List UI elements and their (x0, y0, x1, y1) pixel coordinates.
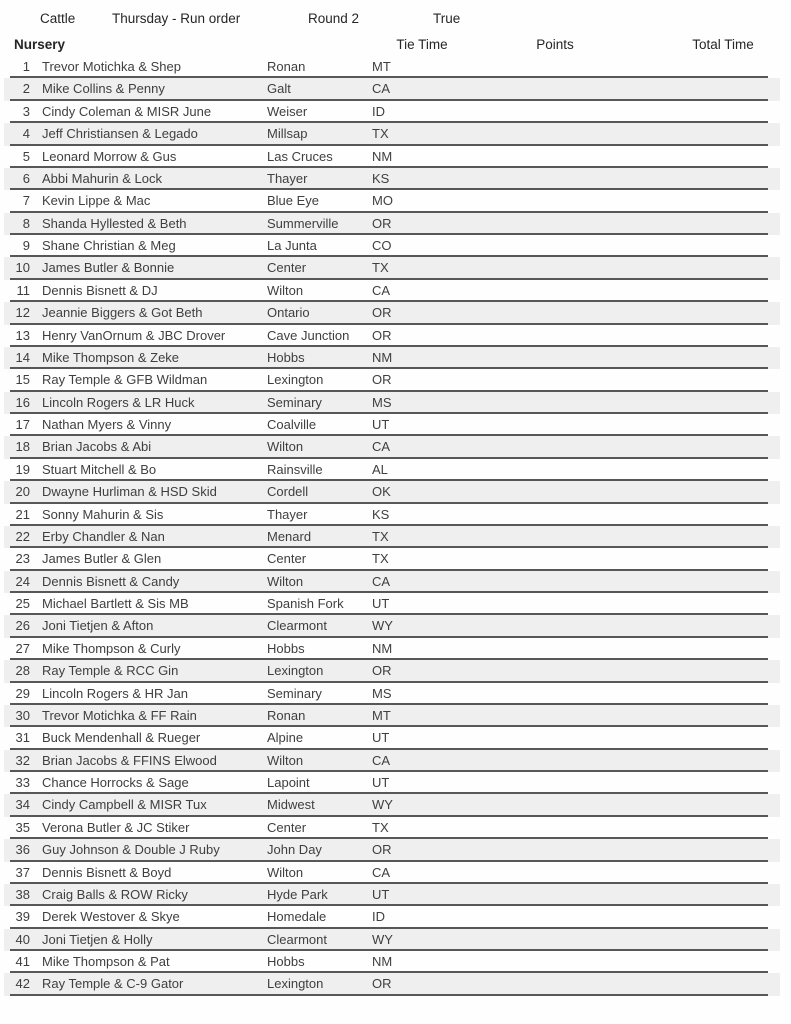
handler-and-dog-name: Mike Thompson & Curly (42, 640, 181, 656)
run-order-number: 21 (15, 506, 30, 522)
handler-and-dog-name: Brian Jacobs & Abi (42, 439, 152, 455)
table-row (4, 973, 780, 995)
table-row (4, 257, 780, 279)
table-row (4, 862, 780, 884)
handler-and-dog-name: Mike Thompson & Pat (42, 954, 170, 969)
run-order-number: 23 (15, 551, 30, 567)
handler-and-dog-name: Craig Balls & ROW Ricky (42, 886, 188, 902)
run-order-number: 10 (15, 260, 30, 276)
run-order-number: 24 (15, 573, 30, 589)
city-cell: Ontario (267, 305, 310, 321)
table-row (4, 683, 780, 705)
state-cell: AL (372, 461, 388, 477)
city-cell: Center (267, 260, 307, 276)
city-cell: Center (267, 551, 307, 567)
city-cell: Wilton (267, 573, 304, 589)
run-order-number: 8 (22, 215, 30, 231)
state-cell: OR (372, 976, 392, 992)
state-cell: TX (372, 260, 389, 276)
table-row (4, 772, 780, 794)
state-cell: ID (372, 909, 385, 925)
state-cell: TX (372, 126, 389, 142)
run-order-number: 9 (22, 238, 30, 253)
handler-and-dog-name: Abbi Mahurin & Lock (42, 170, 162, 186)
run-order-number: 30 (15, 707, 30, 723)
city-cell: Cave Junction (267, 327, 350, 343)
state-cell: UT (372, 775, 390, 790)
column-header-points: Points (536, 37, 574, 52)
city-cell: Ronan (267, 59, 306, 74)
run-order-number: 31 (15, 730, 30, 746)
class-name-heading: Nursery (14, 37, 66, 52)
table-row (4, 615, 780, 637)
city-cell: Midwest (267, 797, 315, 813)
handler-and-dog-name: Chance Horrocks & Sage (42, 775, 189, 790)
state-cell: OR (372, 372, 392, 388)
run-order-number: 16 (15, 394, 30, 410)
run-order-number: 32 (15, 752, 30, 768)
handler-and-dog-name: Guy Johnson & Double J Ruby (42, 842, 220, 858)
handler-and-dog-name: Mike Collins & Penny (42, 81, 165, 97)
run-order-number: 39 (15, 909, 30, 925)
table-row (4, 101, 780, 123)
table-row (4, 929, 780, 951)
column-header-tie-time: Tie Time (396, 37, 448, 52)
handler-and-dog-name: Trevor Motichka & FF Rain (42, 707, 197, 723)
flag-value: True (433, 11, 461, 26)
table-row (4, 705, 780, 727)
run-order-number: 5 (22, 148, 30, 164)
run-order-number: 28 (15, 663, 30, 679)
run-order-number: 42 (15, 976, 30, 992)
column-header-total-time: Total Time (692, 37, 754, 52)
table-row (4, 593, 780, 615)
handler-and-dog-name: Brian Jacobs & FFINS Elwood (42, 752, 217, 768)
city-cell: Weiser (267, 103, 308, 119)
city-cell: Wilton (267, 439, 304, 455)
handler-and-dog-name: Leonard Morrow & Gus (42, 148, 177, 164)
handler-and-dog-name: Cindy Campbell & MISR Tux (42, 797, 207, 813)
city-cell: Wilton (267, 752, 304, 768)
run-order-number: 15 (15, 372, 30, 388)
handler-and-dog-name: Joni Tietjen & Holly (42, 931, 153, 947)
city-cell: Alpine (267, 730, 304, 746)
table-row (4, 839, 780, 861)
run-order-number: 12 (15, 305, 30, 321)
run-order-number: 11 (16, 282, 30, 298)
round-label: Round 2 (308, 11, 360, 26)
run-order-number: 37 (15, 864, 30, 880)
run-order-number: 6 (22, 170, 30, 186)
state-cell: KS (372, 506, 390, 522)
city-cell: Center (267, 819, 307, 835)
run-order-number: 17 (15, 417, 30, 432)
run-order-number: 25 (15, 596, 30, 611)
sheet-title: Thursday - Run order (112, 11, 241, 26)
state-cell: NM (372, 349, 393, 365)
table-row (4, 235, 780, 257)
handler-and-dog-name: James Butler & Glen (42, 551, 162, 567)
city-cell: Millsap (267, 126, 308, 142)
table-row (4, 325, 780, 347)
handler-and-dog-name: Cindy Coleman & MISR June (42, 103, 212, 119)
state-cell: MO (372, 193, 393, 209)
state-cell: TX (372, 819, 389, 835)
state-cell: TX (372, 551, 389, 567)
city-cell: Lexington (267, 372, 324, 388)
city-cell: Seminary (267, 394, 322, 410)
run-order-number: 27 (15, 640, 30, 656)
state-cell: CA (372, 573, 391, 589)
run-order-number: 2 (22, 81, 30, 97)
table-row (4, 280, 780, 302)
handler-and-dog-name: Dennis Bisnett & Candy (42, 573, 180, 589)
state-cell: CA (372, 864, 391, 880)
state-cell: OR (372, 663, 392, 679)
city-cell: Wilton (267, 864, 304, 880)
table-row (4, 123, 780, 145)
city-cell: Lexington (267, 976, 324, 992)
run-order-number: 7 (22, 193, 30, 209)
table-row (4, 414, 780, 436)
handler-and-dog-name: Shanda Hyllested & Beth (42, 215, 187, 231)
state-cell: OR (372, 215, 392, 231)
city-cell: Thayer (267, 506, 308, 522)
city-cell: La Junta (267, 238, 317, 253)
state-cell: OR (372, 305, 392, 321)
state-cell: MS (372, 394, 392, 410)
table-row (4, 951, 780, 973)
city-cell: Wilton (267, 282, 304, 298)
state-cell: UT (372, 417, 390, 432)
handler-and-dog-name: Ray Temple & C-9 Gator (42, 976, 184, 992)
state-cell: UT (372, 886, 390, 902)
handler-and-dog-name: Stuart Mitchell & Bo (42, 461, 157, 477)
table-row (4, 794, 780, 816)
city-cell: Clearmont (267, 931, 327, 947)
table-row (4, 750, 780, 772)
table-row (4, 78, 780, 100)
run-order-number: 1 (22, 59, 30, 74)
handler-and-dog-name: Jeannie Biggers & Got Beth (42, 305, 203, 321)
state-cell: CA (372, 282, 391, 298)
city-cell: Galt (267, 81, 291, 97)
city-cell: Spanish Fork (267, 596, 344, 611)
run-order-number: 38 (15, 886, 30, 902)
run-order-table (4, 56, 780, 996)
run-order-number: 35 (15, 819, 30, 835)
table-row (4, 302, 780, 324)
city-cell: Hobbs (267, 349, 305, 365)
table-row (4, 548, 780, 570)
run-order-number: 36 (15, 842, 30, 858)
handler-and-dog-name: Joni Tietjen & Afton (42, 618, 154, 634)
state-cell: OK (372, 484, 391, 500)
handler-and-dog-name: James Butler & Bonnie (42, 260, 175, 276)
run-order-number: 20 (15, 484, 30, 500)
city-cell: Lapoint (267, 775, 310, 790)
table-row (4, 146, 780, 168)
run-order-number: 18 (15, 439, 30, 455)
city-cell: Cordell (267, 484, 309, 500)
city-cell: Coalville (267, 417, 317, 432)
run-order-number: 3 (22, 103, 30, 119)
city-cell: Thayer (267, 170, 308, 186)
city-cell: Hobbs (267, 954, 305, 969)
handler-and-dog-name: Dwayne Hurliman & HSD Skid (42, 484, 217, 500)
city-cell: Lexington (267, 663, 324, 679)
state-cell: NM (372, 640, 393, 656)
state-cell: OR (372, 842, 392, 858)
run-order-number: 29 (15, 685, 30, 701)
state-cell: WY (372, 797, 393, 813)
table-row (4, 436, 780, 458)
handler-and-dog-name: Lincoln Rogers & HR Jan (42, 685, 188, 701)
run-order-number: 4 (22, 126, 30, 142)
handler-and-dog-name: Trevor Motichka & Shep (42, 59, 181, 74)
state-cell: ID (372, 103, 385, 119)
handler-and-dog-name: Dennis Bisnett & DJ (42, 282, 158, 298)
city-cell: Blue Eye (267, 193, 320, 209)
table-row (4, 660, 780, 682)
run-order-number: 22 (15, 528, 30, 544)
state-cell: CA (372, 81, 391, 97)
run-order-number: 33 (15, 775, 30, 790)
table-row (4, 459, 780, 481)
table-row (4, 727, 780, 749)
table-row (4, 213, 780, 235)
table-row (4, 571, 780, 593)
run-order-number: 34 (15, 797, 30, 813)
table-row (4, 884, 780, 906)
run-order-number: 13 (15, 327, 30, 343)
state-cell: TX (372, 528, 389, 544)
table-row (4, 168, 780, 190)
handler-and-dog-name: Kevin Lippe & Mac (42, 193, 151, 209)
handler-and-dog-name: Buck Mendenhall & Rueger (42, 730, 201, 746)
state-cell: OR (372, 327, 392, 343)
handler-and-dog-name: Verona Butler & JC Stiker (42, 819, 190, 835)
city-cell: Ronan (267, 707, 306, 723)
state-cell: UT (372, 730, 390, 746)
city-cell: Hobbs (267, 640, 305, 656)
run-order-number: 26 (15, 618, 30, 634)
city-cell: Menard (267, 528, 312, 544)
table-row (4, 526, 780, 548)
table-row (4, 817, 780, 839)
state-cell: WY (372, 618, 393, 634)
handler-and-dog-name: Jeff Christiansen & Legado (42, 126, 198, 142)
table-row (4, 638, 780, 660)
handler-and-dog-name: Michael Bartlett & Sis MB (42, 596, 189, 611)
handler-and-dog-name: Erby Chandler & Nan (42, 528, 165, 544)
handler-and-dog-name: Ray Temple & RCC Gin (42, 663, 179, 679)
table-row (4, 392, 780, 414)
state-cell: MT (372, 59, 391, 74)
handler-and-dog-name: Nathan Myers & Vinny (42, 417, 172, 432)
handler-and-dog-name: Mike Thompson & Zeke (42, 349, 180, 365)
city-cell: John Day (267, 842, 322, 858)
city-cell: Hyde Park (267, 886, 328, 902)
state-cell: MT (372, 707, 391, 723)
state-cell: NM (372, 954, 393, 969)
table-row (4, 504, 780, 526)
table-row (4, 481, 780, 503)
table-row (4, 190, 780, 212)
city-cell: Seminary (267, 685, 322, 701)
city-cell: Las Cruces (267, 148, 333, 164)
city-cell: Rainsville (267, 461, 323, 477)
state-cell: CO (372, 238, 392, 253)
run-order-number: 19 (15, 461, 30, 477)
table-row (4, 56, 780, 78)
run-order-number: 14 (15, 349, 30, 365)
run-order-number: 41 (15, 954, 30, 969)
state-cell: CA (372, 752, 391, 768)
state-cell: NM (372, 148, 393, 164)
city-cell: Summerville (267, 215, 339, 231)
handler-and-dog-name: Shane Christian & Meg (42, 238, 176, 253)
handler-and-dog-name: Derek Westover & Skye (42, 909, 180, 925)
table-row (4, 906, 780, 928)
state-cell: CA (372, 439, 391, 455)
handler-and-dog-name: Ray Temple & GFB Wildman (42, 372, 208, 388)
handler-and-dog-name: Dennis Bisnett & Boyd (42, 864, 172, 880)
city-cell: Clearmont (267, 618, 327, 634)
run-order-number: 40 (15, 931, 30, 947)
table-row (4, 347, 780, 369)
handler-and-dog-name: Henry VanOrnum & JBC Drover (42, 327, 226, 343)
state-cell: MS (372, 685, 392, 701)
handler-and-dog-name: Sonny Mahurin & Sis (42, 506, 164, 522)
table-row (4, 369, 780, 391)
state-cell: UT (372, 596, 390, 611)
state-cell: KS (372, 170, 390, 186)
city-cell: Homedale (267, 909, 327, 925)
stock-type-label: Cattle (40, 11, 76, 26)
state-cell: WY (372, 931, 393, 947)
handler-and-dog-name: Lincoln Rogers & LR Huck (42, 394, 195, 410)
